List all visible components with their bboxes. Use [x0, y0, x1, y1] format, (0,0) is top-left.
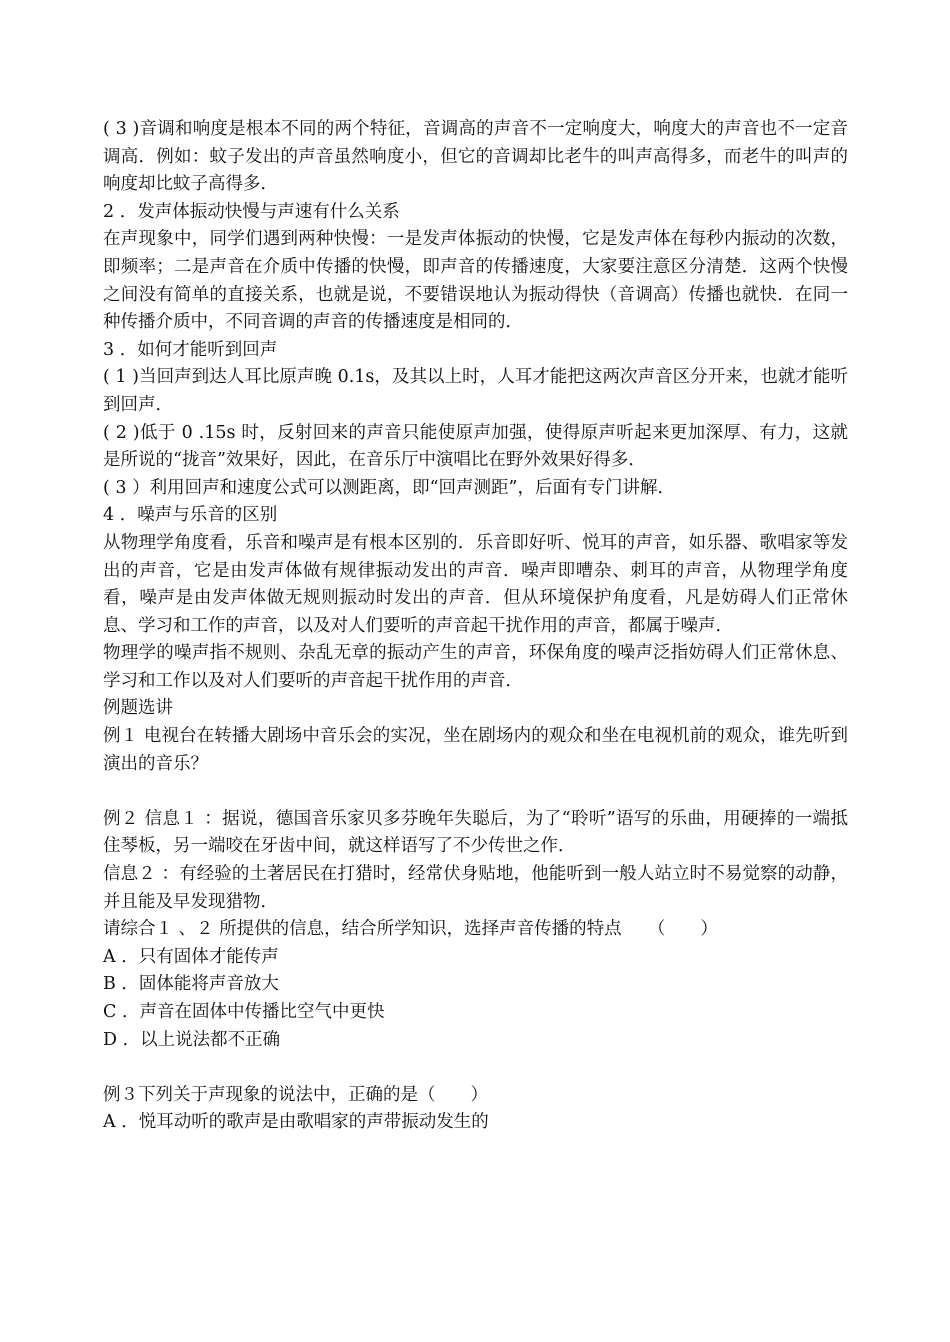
example-2-info-1: 例２ 信息１ ：据说，德国音乐家贝多芬晚年失聪后，为了“聆听”语写的乐曲，用硬捧的一端抵住琴板，另一端咬在牙齿中间，就这样语写了不少传世之作． [103, 808, 848, 857]
option-a: A ．只有固体才能传声 [103, 946, 279, 967]
paragraph-echo-1: ( 1 )当回声到达人耳比原声晚 0.1s，及其以上时，人耳才能把这两次声音区分开来，也就才能听到回声． [103, 367, 848, 415]
option-a: A ．悦耳动听的歌声是由歌唱家的声带振动发生的 [103, 1112, 489, 1133]
document-page [103, 116, 848, 1137]
paragraph-noise-music-1: 从物理学角度看，乐音和噪声是有根本区别的．乐音即好听、悦耳的声音，如乐器、歌唱家等发出的声音，它是由发声体做有规律振动发出的声音．噪声即嘈杂、刺耳的声音，从物理学角度看，噪声是由发声体做无规则振动时发出的声音．但从环境保护角度看，凡是妨碍人们正常休息、学习和工作的声音，以及对人们要听的声音起干扰作用的声音，都属于噪声． [103, 532, 848, 636]
example-3-question: 例３下列关于声现象的说法中，正确的是（ ） [103, 1084, 488, 1105]
example-1-text: 例１ 电视台在转播大剧场中音乐会的实况，坐在剧场内的观众和坐在电视机前的观众，谁先听到演出的音乐？ [103, 726, 848, 774]
heading-noise-music: 4 ．噪声与乐音的区别 [103, 505, 278, 526]
option-c: C ．声音在固体中传播比空气中更快 [103, 1002, 385, 1022]
heading-vibration-speed: 2 ．发声体振动快慢与声速有什么关系 [103, 201, 400, 222]
option-d: D ．以上说法都不正确 [103, 1029, 281, 1050]
option-b: B ．固体能将声音放大 [103, 974, 279, 995]
heading-echo: 3 ．如何才能听到回声 [103, 339, 278, 360]
paragraph-noise-music-2: 物理学的噪声指不规则、杂乱无章的振动产生的声音，环保角度的噪声泛指妨碍人们正常休息、学习和工作以及对人们要听的声音起干扰作用的声音． [103, 643, 848, 691]
examples-heading: 例题选讲 [103, 698, 173, 719]
paragraph-vibration-speed: 在声现象中，同学们遇到两种快慢：一是发声体振动的快慢，它是发声体在每秒内振动的次数，即频率；二是声音在介质中传播的快慢，即声音的传播速度，大家要注意区分清楚．这两个快慢之间没有简单的直接关系，也就是说，不要错误地认为振动得快（音调高）传播也就快．在同一种传播介质中，不同音调的声音的传播速度是相同的． [103, 229, 848, 333]
example-3-options [103, 1109, 848, 1137]
spacer [103, 778, 848, 806]
paragraph-echo-2: ( 2 )低于 0 .15s 时，反射回来的声音只能使原声加强，使得原声听起来更加深厚、有力，这就是所说的“拢音”效果好，因此，在音乐厅中演唱比在野外效果好得多． [103, 422, 848, 471]
example-2-info-2: 信息２ ：有经验的土著居民在打猎时，经常伏身贴地，他能听到一般人站立时不易觉察的动静，并且能及早发现猎物． [103, 864, 848, 912]
example-2-question: 请综合１ 、２ 所提供的信息，结合所学知识，选择声音传播的特点 （ ） [103, 919, 718, 940]
example-2-options [103, 944, 848, 1054]
paragraph-echo-3: ( 3 ）利用回声和速度公式可以测距离，即“回声测距”，后面有专门讲解． [103, 477, 675, 498]
paragraph-pitch-loudness: ( 3 )音调和响度是根本不同的两个特征，音调高的声音不一定响度大，响度大的声音也不一定音调高．例如：蚊子发出的声音虽然响度小，但它的音调却比老牛的叫声高得多，而老牛的叫声的响度却比蚊子高得多． [103, 119, 848, 195]
spacer [103, 1054, 848, 1082]
